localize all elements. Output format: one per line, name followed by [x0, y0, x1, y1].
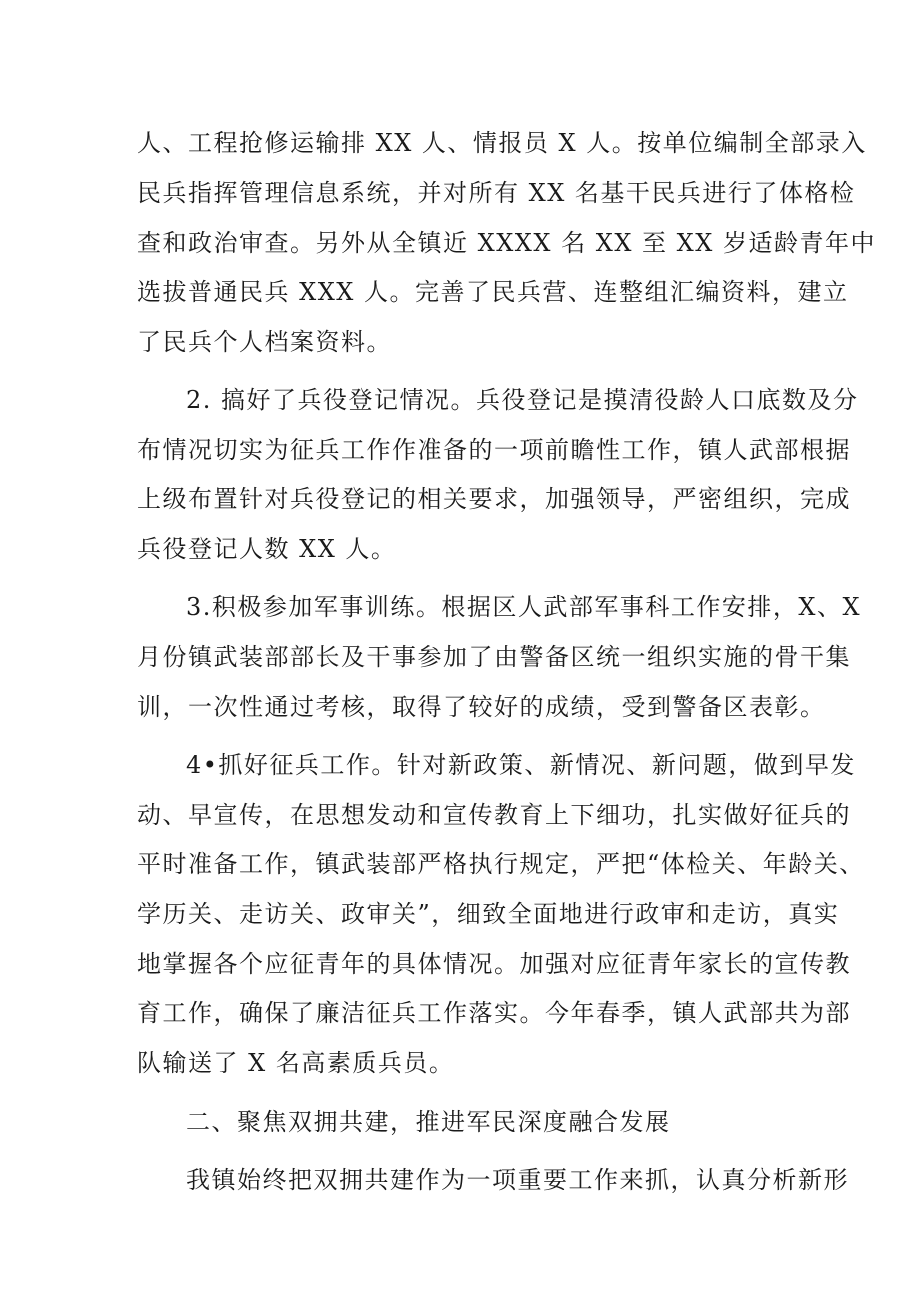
- section-heading: 二、聚焦双拥共建，推进军民深度融合发展: [186, 1108, 671, 1136]
- text-line: 了民兵个人档案资料。: [137, 328, 392, 356]
- text-line: 学历关、走访关、政审关”，细致全面地进行政审和走访，真实: [137, 900, 840, 928]
- text-line: 布情况切实为征兵工作作准备的一项前瞻性工作，镇人武部根据: [137, 436, 851, 464]
- text-line: 我镇始终把双拥共建作为一项重要工作来抓，认真分析新形: [186, 1166, 849, 1194]
- text-line: 人、工程抢修运输排 XX 人、情报员 X 人。按单位编制全部录入: [137, 129, 867, 157]
- paragraph-heading-3: 3.积极参加军事训练。根据区人武部军事科工作安排，X、X: [186, 593, 862, 621]
- text-line: 兵役登记人数 XX 人。: [137, 535, 397, 563]
- paragraph-heading-4: 4•抓好征兵工作。针对新政策、新情况、新问题，做到早发: [186, 751, 856, 779]
- text-line: 动、早宣传，在思想发动和宣传教育上下细功，扎实做好征兵的: [137, 801, 851, 829]
- text-line: 上级布置针对兵役登记的相关要求，加强领导，严密组织，完成: [137, 485, 851, 513]
- text-line: 民兵指挥管理信息系统，并对所有 XX 名基干民兵进行了体格检: [137, 179, 856, 207]
- text-line: 平时准备工作，镇武装部严格执行规定，严把“体检关、年龄关、: [137, 850, 865, 878]
- text-line: 月份镇武装部部长及干事参加了由警备区统一组织实施的骨干集: [137, 643, 851, 671]
- paragraph-heading-2: 2. 搞好了兵役登记情况。兵役登记是摸清役龄人口底数及分: [186, 386, 859, 414]
- text-line: 训，一次性通过考核，取得了较好的成绩，受到警备区表彰。: [137, 693, 826, 721]
- text-line: 选拔普通民兵 XXX 人。完善了民兵营、连整组汇编资料，建立: [137, 278, 849, 306]
- text-line: 育工作，确保了廉洁征兵工作落实。今年春季，镇人武部共为部: [137, 999, 851, 1027]
- text-line: 队输送了 X 名高素质兵员。: [137, 1049, 455, 1077]
- text-line: 地掌握各个应征青年的具体情况。加强对应征青年家长的宣传教: [137, 950, 851, 978]
- text-line: 查和政治审查。另外从全镇近 XXXX 名 XX 至 XX 岁适龄青年中: [137, 229, 876, 257]
